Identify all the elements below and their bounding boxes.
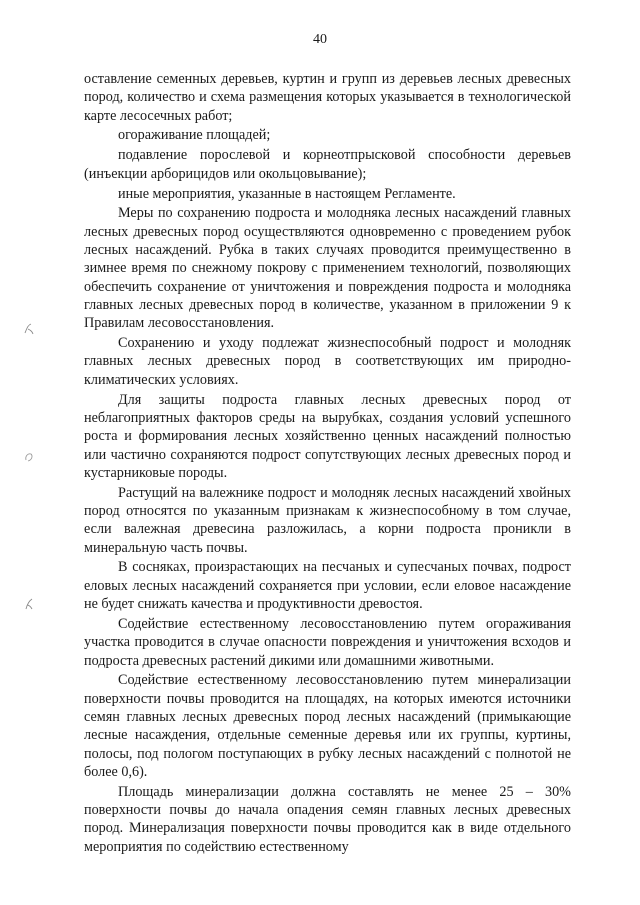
paragraph: подавление порослевой и корнеотпрысковой способности деревьев (инъекции арборицидов или окольцовывание); — [84, 147, 571, 182]
paragraph: В сосняках, произрастающих на песчаных и супесчаных почвах, подрост еловых лесных насаждений сохраняется при условии, если еловое насаждение не будет снижать качества и продуктивности древостоя. — [84, 559, 571, 613]
margin-mark-icon — [22, 597, 36, 611]
margin-mark-icon — [22, 322, 36, 336]
paragraph: Площадь минерализации должна составлять не менее 25 – 30% поверхности почвы до начала опадения семян главных лесных древесных пород. Минерализация поверхности почвы проводится как в виде отдельного мероприятия по содействию естественному — [84, 783, 571, 855]
paragraph: Для защиты подроста главных лесных древесных пород от неблагоприятных факторов среды на вырубках, создания условий успешного роста и формирования лесных хозяйственно ценных насаждений полностью или частично сохраняются подрост сопутствующих лесных древесных пород и кустарниковые породы. — [84, 391, 571, 481]
paragraph: огораживание площадей; — [118, 127, 271, 144]
page-number: 40 — [313, 32, 327, 47]
paragraph: Меры по сохранению подроста и молодняка лесных насаждений главных лесных древесных пород осуществляются одновременно с проведением рубок лесных насаждений. Рубка в таких случаях проводится преимущественно в зимнее время по снежному покрову с применением технологий, позволяющих обеспечить сохранение от уничтожения и повреждения подроста и молодняка главных лесных древесных пород в количестве, указанном в приложении 9 к Правилам лесовосстановления. — [84, 205, 571, 332]
body-text — [84, 70, 571, 858]
paragraph: оставление семенных деревьев, куртин и групп из деревьев лесных древесных пород, количество и схема размещения которых указывается в технологической карте лесосечных работ; — [84, 71, 571, 124]
paragraph: Растущий на валежнике подрост и молодняк лесных насаждений хвойных пород относятся по указанным признакам к жизнеспособному в том случае, если валежная древесина разложилась, а корни подроста проникли в минеральную часть почвы. — [84, 484, 571, 556]
margin-mark-icon — [22, 450, 36, 464]
paragraph: Сохранению и уходу подлежат жизнеспособный подрост и молодняк главных лесных древесных пород в соответствующих им природно-климатических условиях. — [84, 335, 571, 388]
paragraph: Содействие естественному лесовосстановлению путем минерализации поверхности почвы проводится на площадях, на которых имеются источники семян главных лесных древесных пород лесных насаждений (примыкающие лесные насаждения, отдельные семенные деревья или их группы, куртины, полосы, под пологом поступающих в рубку лесных насаждений с полнотой не более 0,6). — [84, 672, 571, 780]
paragraph: иные мероприятия, указанные в настоящем Регламенте. — [118, 185, 456, 202]
paragraph: Содействие естественному лесовосстановлению путем огораживания участка проводится в случае опасности повреждения и уничтожения всходов и подроста древесных растений дикими или домашними животными. — [84, 615, 571, 669]
